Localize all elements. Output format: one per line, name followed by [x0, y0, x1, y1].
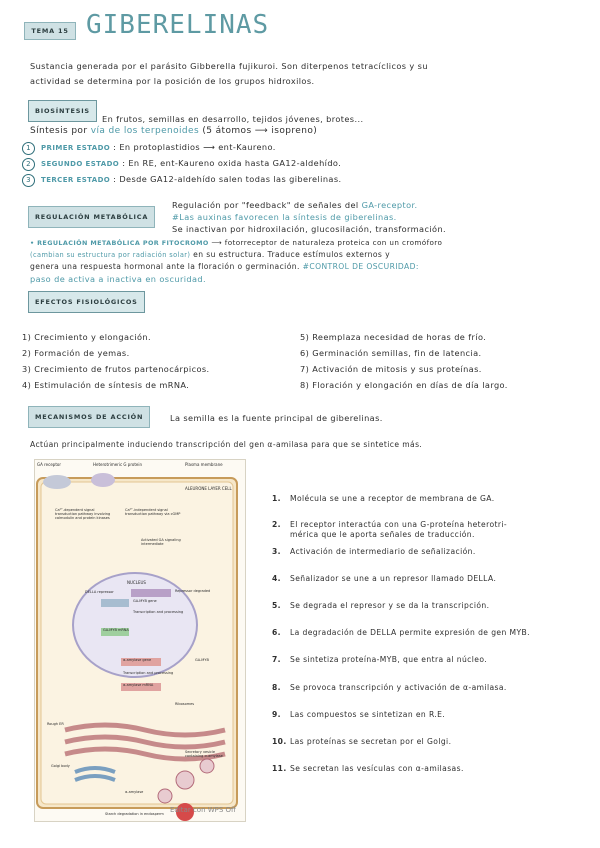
efecto-right-4: 8) Floración y elongación en días de día largo. — [300, 380, 508, 390]
fig-label-amylase-gene: α-amylase gene — [123, 658, 152, 662]
fitocromo-note: (cambian su estructura por radiación solar) — [30, 251, 191, 259]
fig-label-ga-myb-mrna: GA-MYB mRNA — [103, 628, 129, 632]
step-number: 1. — [272, 494, 281, 503]
stage-label: PRIMER ESTADO — [41, 144, 111, 152]
fitocromo-line-2-text: en su estructura. Traduce estímulos externos y — [193, 250, 390, 259]
stage-3 — [22, 174, 342, 187]
fig-label-rough-er: Rough ER — [47, 722, 64, 726]
fig-label-ga-receptor: GA receptor — [37, 462, 61, 467]
biosintesis-tag: BIOSÍNTESIS — [28, 100, 97, 122]
mecanismos-line-1: La semilla es la fuente principal de giberelinas. — [170, 413, 383, 423]
regulacion-line-1 — [172, 200, 418, 210]
step-text: Activación de intermediario de señalización. — [290, 547, 476, 556]
efecto-right-1: 5) Reemplaza necesidad de horas de frío. — [300, 332, 487, 342]
wps-watermark: Editar con WPS Off — [170, 806, 236, 814]
fig-label-amylase: α-amylase — [125, 790, 144, 794]
step-2 — [272, 520, 507, 529]
step-text: El receptor interactúa con una G-proteína heterotri- — [290, 520, 508, 529]
fitocromo-line-3-text: genera una respuesta hormonal ante la floración o germinación. — [30, 262, 300, 271]
fig-label-plasma-membrane: Plasma membrane — [185, 462, 223, 467]
step-number: 9. — [272, 710, 281, 719]
stage-2 — [22, 158, 341, 171]
control-oscuridad: #CONTROL DE OSCURIDAD: — [302, 262, 419, 271]
step-8 — [272, 683, 507, 692]
fig-label-ga-myb: GA-MYB — [195, 658, 209, 662]
step-number: 5. — [272, 601, 281, 610]
regulacion-line-2: #Las auxinas favorecen la síntesis de giberelinas. — [172, 212, 397, 222]
step-text: Las proteínas se secretan por el Golgi. — [290, 737, 452, 746]
step-text: Molécula se une a receptor de membrana de GA. — [290, 494, 495, 503]
tema-label: TEMA 15 — [24, 22, 76, 40]
step-number: 11. — [272, 764, 287, 773]
fig-label-g-protein: Heterotrimeric G protein — [93, 462, 142, 467]
gibberellin-signaling-figure — [34, 459, 246, 822]
step-2-cont — [272, 530, 475, 539]
ga-receptor-text: GA-receptor. — [361, 200, 418, 210]
fig-label-della: DELLA repressor — [85, 590, 114, 594]
fig-label-transcription-2: Transcription and processing — [123, 671, 174, 675]
step-number: 4. — [272, 574, 281, 583]
efecto-left-3: 3) Crecimiento de frutos partenocárpicos. — [22, 364, 210, 374]
regulacion-line-1-text: Regulación por "feedback" de señales del — [172, 200, 359, 210]
step-text: La degradación de DELLA permite expresión de gen MYB. — [290, 628, 530, 637]
step-11 — [272, 764, 464, 773]
step-number: 8. — [272, 683, 281, 692]
regulacion-tag: REGULACIÓN METABÓLICA — [28, 206, 155, 228]
intro-line-1: Sustancia generada por el parásito Gibberella fujikuroi. Son diterpenos tetracíclicos y su — [30, 61, 428, 71]
step-10 — [272, 737, 451, 746]
fig-label-golgi: Golgi body — [51, 764, 70, 768]
step-number: 3. — [272, 547, 281, 556]
step-text: Señalizador se une a un represor llamado DELLA. — [290, 574, 497, 583]
fig-label-aleurone: ALEURONE LAYER CELL — [185, 486, 232, 491]
step-3 — [272, 547, 476, 556]
step-number: 7. — [272, 655, 281, 664]
fig-label-ca-independent: Ca²⁺-independent signal transduction pathway via cGMP — [125, 508, 181, 516]
efecto-left-2: 2) Formación de yemas. — [22, 348, 130, 358]
mecanismos-line-2: Actúan principalmente induciendo transcripción del gen α-amilasa para que se sintetice más. — [30, 440, 423, 449]
step-text: mérica que le aporta señales de traducción. — [290, 530, 475, 539]
step-9 — [272, 710, 445, 719]
efecto-right-3: 7) Activación de mitosis y sus proteínas. — [300, 364, 482, 374]
fig-label-ga-myb-gene: GA-MYB gene — [133, 599, 157, 603]
efectos-tag: EFECTOS FISIOLÓGICOS — [28, 291, 145, 313]
stage-text: : En protoplastidios ⟶ ent-Kaureno. — [113, 142, 276, 152]
step-number: 6. — [272, 628, 281, 637]
stage-1 — [22, 142, 276, 155]
fig-label-amylase-mrna: α-amylase mRNA — [123, 683, 154, 687]
sintesis-teal: vía de los terpenoides — [90, 126, 200, 136]
fig-label-activated-ga: Activated GA signaling intermediate — [141, 538, 181, 546]
regulacion-line-3: Se inactivan por hidroxilación, glucosilación, transformación. — [172, 224, 447, 234]
fig-label-nucleus: NUCLEUS — [127, 580, 146, 585]
stage-label: TERCER ESTADO — [41, 176, 111, 184]
stage-text: : Desde GA12-aldehído salen todas las giberelinas. — [113, 174, 342, 184]
efecto-left-1: 1) Crecimiento y elongación. — [22, 332, 151, 342]
step-4 — [272, 574, 496, 583]
fitocromo-line-3 — [30, 262, 419, 271]
sintesis-line — [30, 126, 317, 136]
fig-label-ca-dependent: Ca²⁺-dependent signal transduction pathway involving calmodulin and protein kinases — [55, 508, 111, 520]
step-text: Se provoca transcripción y activación de α-amilasa. — [290, 683, 507, 692]
step-5 — [272, 601, 489, 610]
step-text: Se sintetiza proteína-MYB, que entra al núcleo. — [290, 655, 488, 664]
biosintesis-line-1: En frutos, semillas en desarrollo, tejidos jóvenes, brotes... — [102, 114, 364, 124]
fitocromo-label: • REGULACIÓN METABÓLICA POR FITOCROMO — [30, 239, 209, 247]
stage-label: SEGUNDO ESTADO — [41, 160, 120, 168]
page-title: GIBERELINAS — [86, 10, 270, 40]
step-7 — [272, 655, 487, 664]
fitocromo-line-1 — [30, 238, 442, 247]
fig-label-transcription-1: Transcription and processing — [133, 610, 184, 614]
step-number: 10. — [272, 737, 287, 746]
fitocromo-line-2 — [30, 250, 390, 259]
fig-label-secretory-vesicle: Secretory vesicle containing α-amylase — [185, 750, 223, 758]
sintesis-prefix: Síntesis por — [30, 126, 88, 136]
fitocromo-text: ⟶ fotorreceptor de naturaleza proteica con un cromóforo — [211, 238, 443, 247]
step-text: Las compuestos se sintetizan en R.E. — [290, 710, 446, 719]
fig-label-repressor-degraded: Repressor degraded — [175, 589, 211, 593]
sintesis-suffix: (5 átomos ⟶ isopreno) — [202, 126, 318, 136]
step-1 — [272, 494, 495, 503]
fitocromo-line-4: paso de activa a inactiva en oscuridad. — [30, 274, 206, 284]
efecto-right-2: 6) Germinación semillas, fin de latencia. — [300, 348, 482, 358]
efecto-left-4: 4) Estimulación de síntesis de mRNA. — [22, 380, 190, 390]
mecanismos-tag: MECANISMOS DE ACCIÓN — [28, 406, 150, 428]
stage-number: 3 — [22, 174, 35, 187]
step-6 — [272, 628, 530, 637]
fig-label-ribosomes: Ribosomes — [175, 702, 195, 706]
stage-number: 1 — [22, 142, 35, 155]
intro-line-2: actividad se determina por la posición de los grupos hidroxilos. — [30, 76, 315, 86]
stage-text: : En RE, ent-Kaureno oxida hasta GA12-aldehído. — [122, 158, 342, 168]
step-number: 2. — [272, 520, 281, 529]
stage-number: 2 — [22, 158, 35, 171]
step-text: Se secretan las vesículas con α-amilasas. — [290, 764, 464, 773]
fig-label-starch: Starch degradation in endosperm — [105, 812, 164, 816]
step-text: Se degrada el represor y se da la transcripción. — [290, 601, 490, 610]
